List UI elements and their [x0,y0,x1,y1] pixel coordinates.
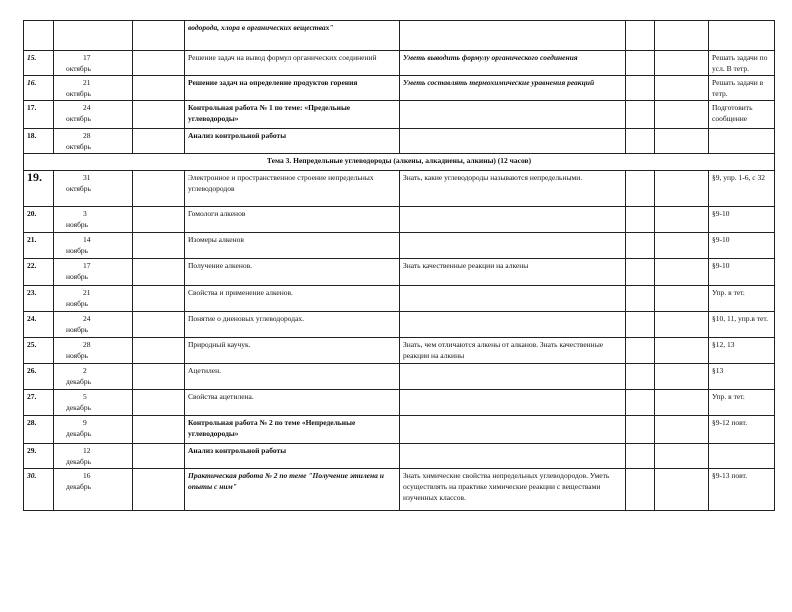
date-day: 17 [83,261,91,270]
empty-cell [133,416,185,444]
empty-cell [133,129,185,154]
lesson-topic: Гомологи алкенов [185,207,400,233]
table-row [24,312,775,338]
requirements [400,416,626,444]
empty-cell [655,207,709,233]
requirements: Уметь выводить формулу органического соединения [400,51,626,76]
homework [709,129,775,154]
empty-cell [626,207,655,233]
requirements [400,207,626,233]
lesson-number: 19. [24,171,54,207]
table-row [24,416,775,444]
date-day: 3 [83,209,87,218]
requirements [400,21,626,51]
section-heading: Тема 3. Непредельные углеводороды (алкены, алкадиены, алкины) (12 часов) [24,154,775,171]
lesson-topic: Ацетилен. [185,364,400,390]
lesson-topic: Анализ контрольной работы [185,129,400,154]
date-day: 5 [83,392,87,401]
empty-cell [133,51,185,76]
table-row [24,76,775,101]
date-day: 28 [83,131,91,140]
empty-cell [655,416,709,444]
empty-cell [133,390,185,416]
lesson-number: 21. [24,233,54,259]
date-month: ноябрь [66,220,89,229]
requirements: Знать, чем отличаются алкены от алканов. Знать качественные реакции на алкины [400,338,626,364]
table-row [24,286,775,312]
empty-cell [133,364,185,390]
homework: §10, 11, упр.в тет. [709,312,775,338]
lesson-number: 28. [24,416,54,444]
table-row [24,444,775,469]
requirements [400,444,626,469]
empty-cell [626,469,655,511]
table-row [24,207,775,233]
lesson-date [54,444,133,469]
table-row [24,364,775,390]
homework: §9-12 повт. [709,416,775,444]
lesson-number: 26. [24,364,54,390]
lesson-topic: Природный каучук. [185,338,400,364]
table-row [24,129,775,154]
date-month: октябрь [66,89,91,98]
empty-cell [133,171,185,207]
homework: §9-10 [709,259,775,286]
date-day: 2 [83,366,87,375]
homework: Решать задачи в тетр. [709,76,775,101]
date-month: декабрь [66,457,91,466]
empty-cell [655,259,709,286]
table-row [24,338,775,364]
empty-cell [626,101,655,129]
date-day: 28 [83,340,91,349]
homework: Упр. в тет. [709,390,775,416]
table-row [24,51,775,76]
empty-cell [626,51,655,76]
lesson-date [54,207,133,233]
homework: Упр. в тет. [709,286,775,312]
empty-cell [133,444,185,469]
lesson-date [54,171,133,207]
date-month: октябрь [66,64,91,73]
lesson-topic: Свойства ацетилена. [185,390,400,416]
empty-cell [133,76,185,101]
table-row [24,21,775,51]
lesson-date [54,259,133,286]
empty-cell [626,416,655,444]
lesson-topic: Получение алкенов. [185,259,400,286]
empty-cell [626,312,655,338]
lesson-date [54,286,133,312]
empty-cell [133,469,185,511]
empty-cell [655,21,709,51]
empty-cell [626,259,655,286]
empty-cell [626,76,655,101]
empty-cell [655,338,709,364]
homework [709,21,775,51]
lesson-topic: Решение задач на вывод формул органических соединений [185,51,400,76]
empty-cell [626,390,655,416]
date-day: 24 [83,103,91,112]
date-month: октябрь [66,142,91,151]
date-month: декабрь [66,403,91,412]
date-day: 21 [83,288,91,297]
empty-cell [626,338,655,364]
requirements: Уметь составлять термохимические уравнения реакций [400,76,626,101]
lesson-date [54,233,133,259]
homework: §9, упр. 1-6, с 32 [709,171,775,207]
empty-cell [133,338,185,364]
empty-cell [626,233,655,259]
empty-cell [133,259,185,286]
date-month: декабрь [66,377,91,386]
table-row [24,390,775,416]
date-day: 12 [83,446,91,455]
date-day: 9 [83,418,87,427]
empty-cell [655,233,709,259]
empty-cell [655,101,709,129]
lesson-number: 15. [24,51,54,76]
empty-cell [626,171,655,207]
theme-row [24,154,775,171]
empty-cell [626,21,655,51]
lesson-number [24,21,54,51]
requirements: Знать химические свойства непредельных углеводородов. Уметь осуществлять на практике химические реакции с веществами изученных классов. [400,469,626,511]
lesson-number: 20. [24,207,54,233]
empty-cell [655,76,709,101]
date-month: ноябрь [66,325,89,334]
lesson-topic: Анализ контрольной работы [185,444,400,469]
empty-cell [655,469,709,511]
lesson-date [54,469,133,511]
requirements [400,312,626,338]
date-month: декабрь [66,429,91,438]
requirements [400,286,626,312]
homework: §9-10 [709,207,775,233]
empty-cell [655,286,709,312]
requirements [400,390,626,416]
date-month: ноябрь [66,272,89,281]
date-day: 21 [83,78,91,87]
lesson-date [54,21,133,51]
homework [709,444,775,469]
empty-cell [626,444,655,469]
homework: §9-10 [709,233,775,259]
lesson-number: 23. [24,286,54,312]
date-month: ноябрь [66,299,89,308]
empty-cell [655,51,709,76]
empty-cell [655,364,709,390]
requirements [400,364,626,390]
lesson-date [54,312,133,338]
requirements: Знать, какие углеводороды называются непредельными. [400,171,626,207]
date-day: 24 [83,314,91,323]
empty-cell [626,129,655,154]
empty-cell [655,129,709,154]
lesson-date [54,390,133,416]
empty-cell [133,286,185,312]
lesson-number: 29. [24,444,54,469]
lesson-topic: Контрольная работа № 1 по теме: «Предельные углеводороды» [185,101,400,129]
table-row [24,171,775,207]
homework: §9-13 повт. [709,469,775,511]
lesson-date [54,51,133,76]
table-row [24,259,775,286]
lesson-topic: Понятие о диеновых углеводородах. [185,312,400,338]
requirements [400,233,626,259]
empty-cell [655,312,709,338]
lesson-date [54,364,133,390]
lesson-number: 18. [24,129,54,154]
lesson-topic: водорода, хлора в органических веществах" [185,21,400,51]
empty-cell [626,364,655,390]
lesson-date [54,338,133,364]
requirements [400,129,626,154]
date-day: 14 [83,235,91,244]
lesson-number: 25. [24,338,54,364]
date-month: ноябрь [66,246,89,255]
homework: Решать задачи по усл. В тетр. [709,51,775,76]
lesson-date [54,416,133,444]
empty-cell [655,444,709,469]
lesson-number: 16. [24,76,54,101]
empty-cell [133,101,185,129]
table-row [24,101,775,129]
lesson-topic: Электронное и пространственное строение непредельных углеводородов [185,171,400,207]
lesson-number: 17. [24,101,54,129]
homework: §13 [709,364,775,390]
lesson-date [54,129,133,154]
table-row [24,469,775,511]
lesson-date [54,101,133,129]
empty-cell [626,286,655,312]
lesson-plan-table [23,20,775,511]
homework: Подготовить сообщение [709,101,775,129]
lesson-number: 30. [24,469,54,511]
date-day: 17 [83,53,91,62]
lesson-date [54,76,133,101]
empty-cell [655,390,709,416]
date-month: октябрь [66,114,91,123]
lesson-topic: Решение задач на определение продуктов горения [185,76,400,101]
table-row [24,233,775,259]
homework: §12, 13 [709,338,775,364]
empty-cell [133,207,185,233]
date-month: ноябрь [66,351,89,360]
empty-cell [133,21,185,51]
lesson-number: 27. [24,390,54,416]
lesson-topic: Контрольная работа № 2 по теме «Непредельные углеводороды» [185,416,400,444]
lesson-topic: Свойства и применение алкенов. [185,286,400,312]
date-day: 31 [83,173,91,182]
requirements: Знать качественные реакции на алкены [400,259,626,286]
empty-cell [133,312,185,338]
empty-cell [133,233,185,259]
date-day: 16 [83,471,91,480]
lesson-number: 24. [24,312,54,338]
requirements [400,101,626,129]
date-month: октябрь [66,184,91,193]
lesson-number: 22. [24,259,54,286]
empty-cell [655,171,709,207]
lesson-topic: Изомеры алкенов [185,233,400,259]
date-month: декабрь [66,482,91,491]
lesson-topic: Практическая работа № 2 по теме "Получение этилена и опыты с ним" [185,469,400,511]
